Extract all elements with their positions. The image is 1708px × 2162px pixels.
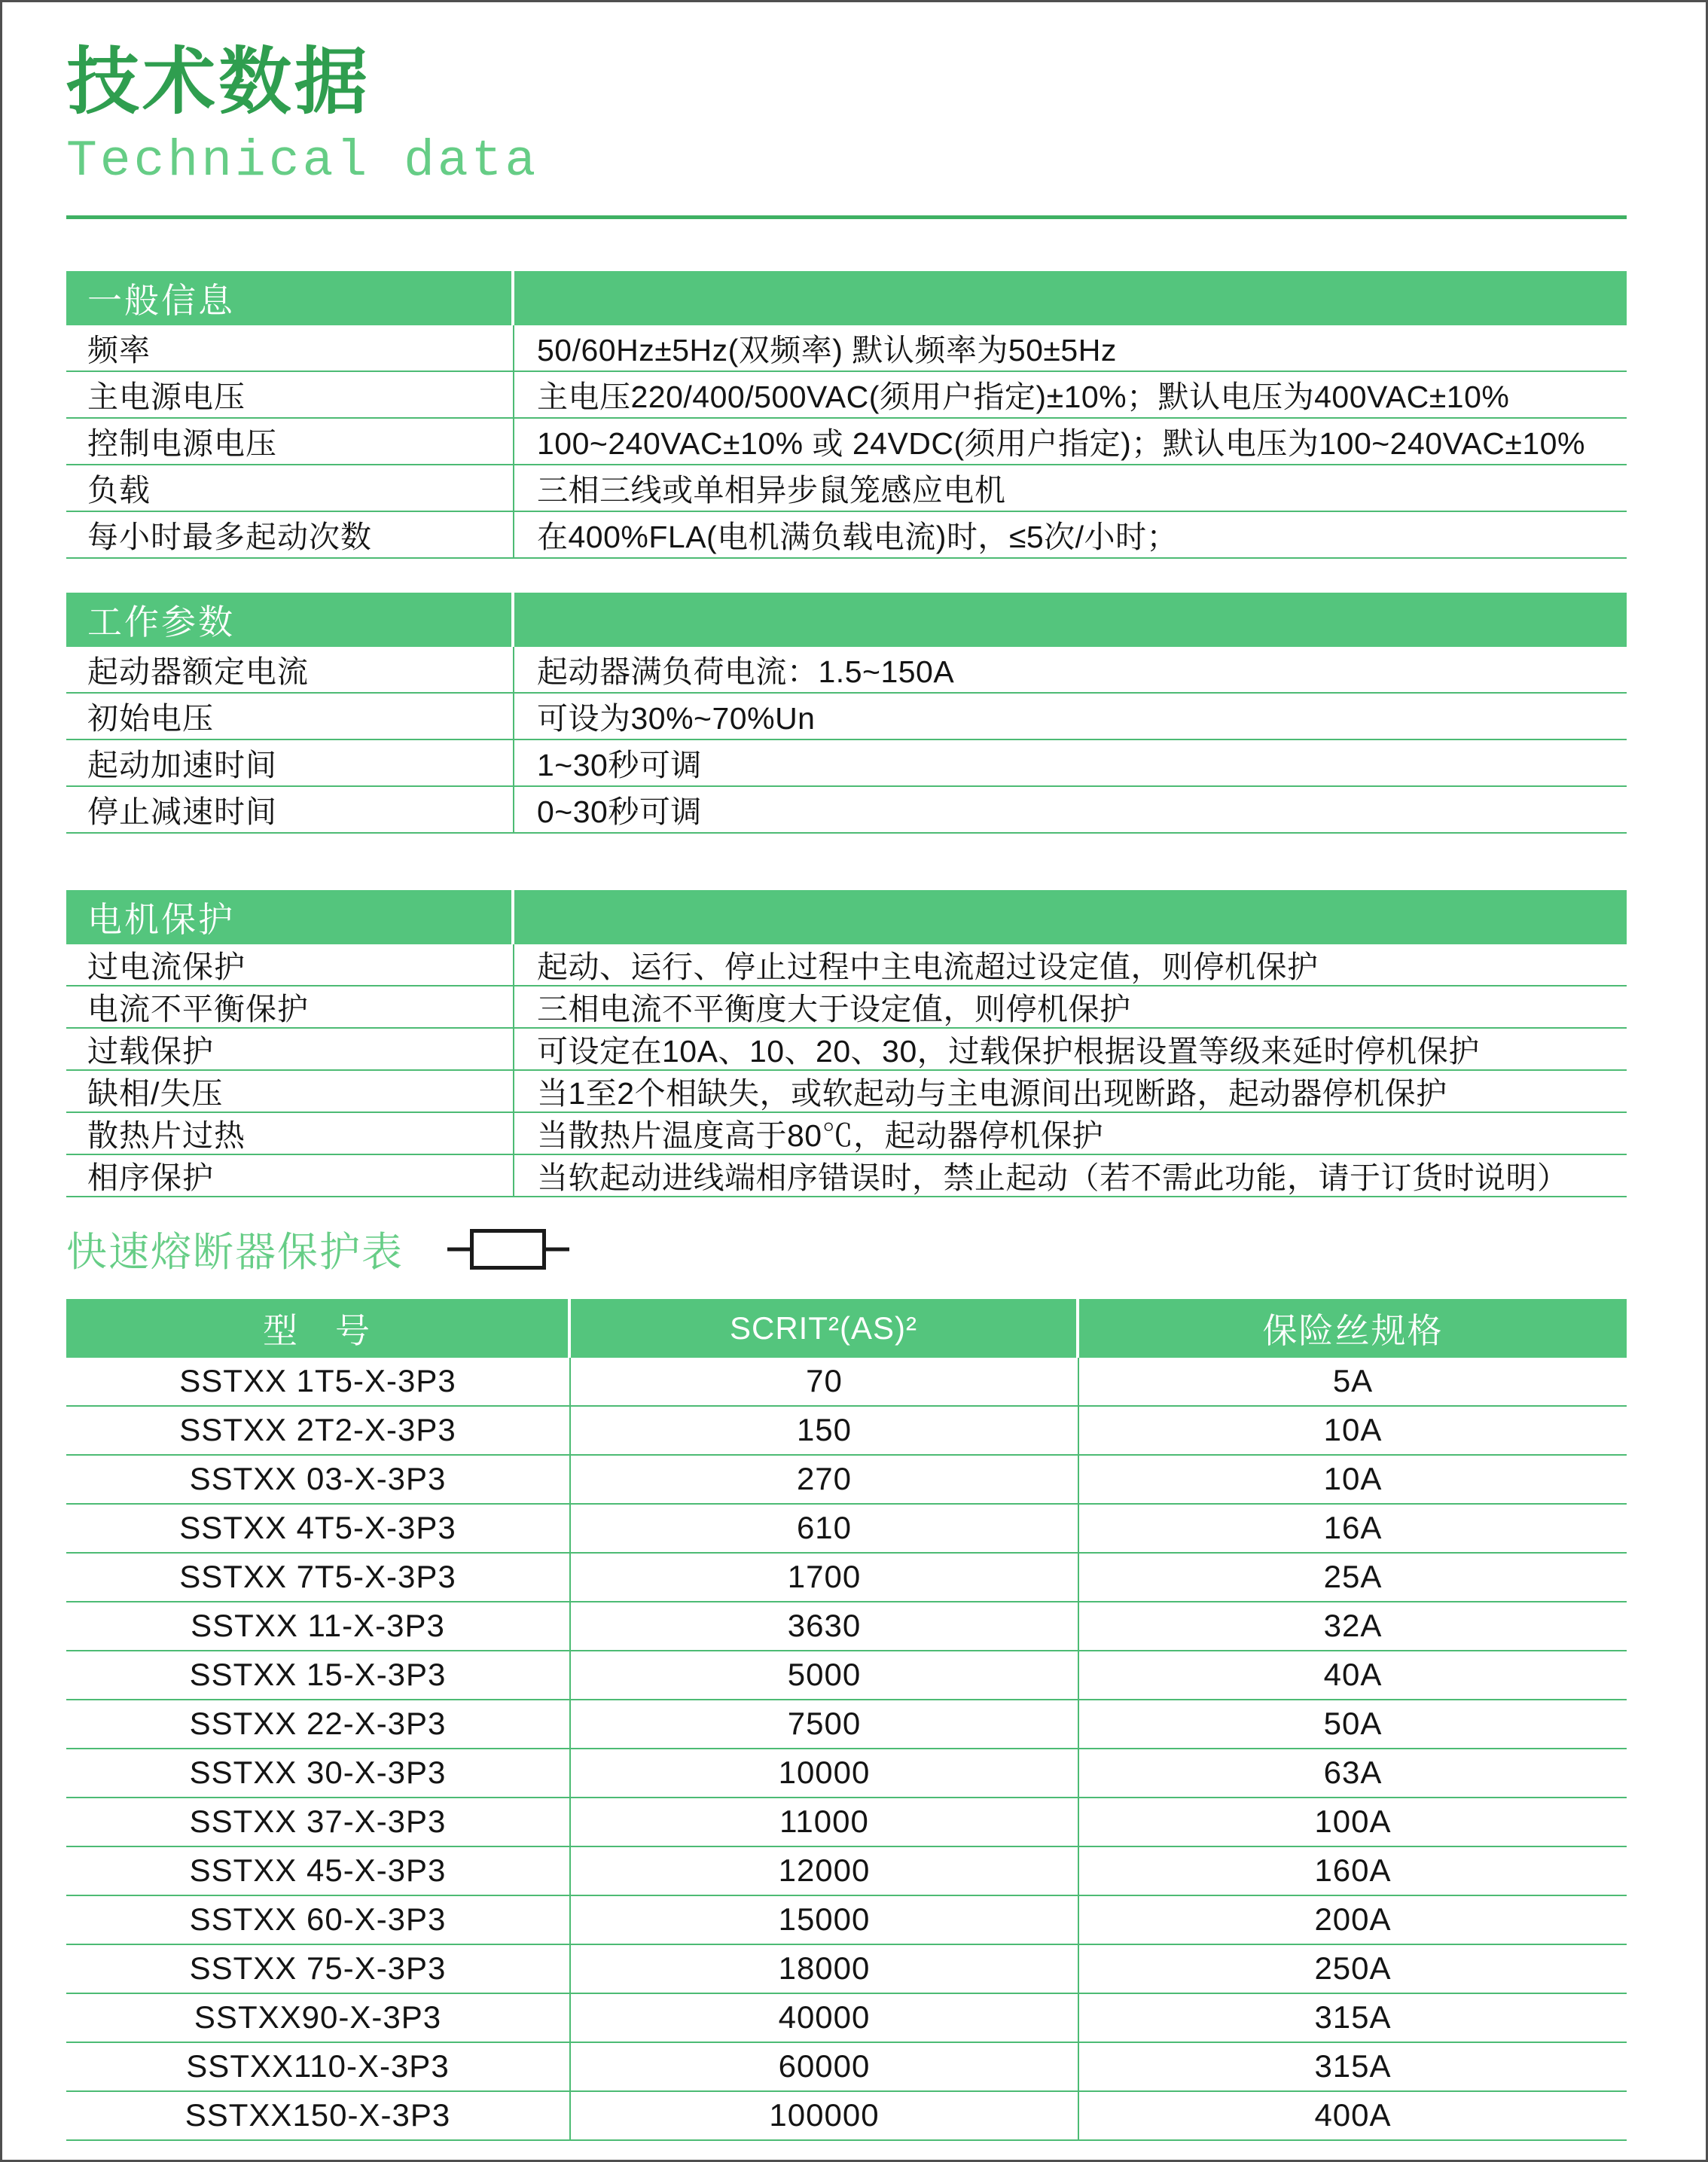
- table-row: [66, 1749, 1627, 1798]
- cell-scrit: 60000: [571, 2043, 1079, 2090]
- table-row: [66, 372, 1627, 419]
- cell-fuse-spec: 200A: [1314, 1901, 1392, 1938]
- column-header-model: 型 号: [66, 1299, 571, 1358]
- cell-scrit: 18000: [571, 1945, 1079, 1993]
- row-value: 三相三线或单相异步鼠笼感应电机: [537, 473, 1006, 508]
- table-row: [66, 1651, 1627, 1700]
- info-table-rows: [66, 325, 1627, 559]
- table-row: [66, 1700, 1627, 1749]
- row-label: 散热片过热: [66, 1113, 514, 1154]
- cell-fuse-spec: 10A: [1323, 1412, 1383, 1448]
- cell-model: SSTXX 7T5-X-3P3: [66, 1554, 571, 1601]
- row-label: 过载保护: [66, 1029, 514, 1069]
- cell-fuse-spec: 250A: [1314, 1950, 1392, 1987]
- row-label: 初始电压: [66, 694, 514, 739]
- info-table-header-label: 工作参数: [66, 593, 514, 647]
- row-label: 起动器额定电流: [66, 647, 514, 692]
- info-table-header-label: 一般信息: [66, 271, 514, 325]
- table-row: [66, 1602, 1627, 1651]
- table-row: [66, 465, 1627, 512]
- cell-model: SSTXX90-X-3P3: [66, 1994, 571, 2042]
- row-label: 过电流保护: [66, 944, 514, 985]
- table-row: [66, 2092, 1627, 2141]
- table-row: [66, 1358, 1627, 1407]
- cell-scrit: 40000: [571, 1994, 1079, 2042]
- row-label: 停止减速时间: [66, 787, 514, 832]
- cell-model: SSTXX 4T5-X-3P3: [66, 1505, 571, 1552]
- cell-scrit: 12000: [571, 1847, 1079, 1895]
- cell-fuse-spec: 400A: [1314, 2097, 1392, 2133]
- table-row: [66, 787, 1627, 834]
- cell-fuse-spec: 63A: [1323, 1755, 1383, 1791]
- table-row: [66, 1155, 1627, 1197]
- row-value: 起动器满负荷电流：1.5~150A: [537, 654, 955, 690]
- cell-model: SSTXX150-X-3P3: [66, 2092, 571, 2139]
- table-row: [66, 512, 1627, 559]
- table-row: [66, 740, 1627, 787]
- cell-scrit: 100000: [571, 2092, 1079, 2139]
- cell-model: SSTXX 37-X-3P3: [66, 1798, 571, 1846]
- cell-fuse-spec: 5A: [1332, 1363, 1374, 1399]
- table-row: [66, 1798, 1627, 1847]
- cell-fuse-spec: 40A: [1323, 1657, 1383, 1693]
- cell-model: SSTXX 75-X-3P3: [66, 1945, 571, 1993]
- row-label: 起动加速时间: [66, 740, 514, 785]
- table-row: [66, 1113, 1627, 1155]
- table-row: [66, 694, 1627, 740]
- cell-model: SSTXX 60-X-3P3: [66, 1896, 571, 1944]
- cell-model: SSTXX 2T2-X-3P3: [66, 1407, 571, 1454]
- table-row: [66, 1071, 1627, 1113]
- table-row: [66, 419, 1627, 465]
- info-table-header-bar: [66, 271, 1627, 325]
- table-row: [66, 1994, 1627, 2043]
- row-label: 主电源电压: [66, 372, 514, 417]
- cell-scrit: 7500: [571, 1700, 1079, 1748]
- cell-model: SSTXX 22-X-3P3: [66, 1700, 571, 1748]
- info-table-header-label: 电机保护: [66, 890, 514, 944]
- table-row: [66, 1945, 1627, 1994]
- table-row: [66, 1847, 1627, 1896]
- fuse-table: [66, 1299, 1627, 2141]
- page-title: 技术数据: [66, 41, 371, 123]
- row-value: 当软起动进线端相序错误时，禁止起动（若不需此功能，请于订货时说明）: [537, 1160, 1569, 1196]
- cell-scrit: 10000: [571, 1749, 1079, 1797]
- table-row: [66, 1554, 1627, 1602]
- cell-fuse-spec: 160A: [1314, 1852, 1392, 1889]
- row-label: 缺相/失压: [66, 1071, 514, 1111]
- table-row: [66, 1407, 1627, 1456]
- cell-scrit: 610: [571, 1505, 1079, 1552]
- cell-fuse-spec: 50A: [1323, 1706, 1383, 1742]
- row-value: 0~30秒可调: [537, 794, 702, 830]
- row-value: 主电压220/400/500VAC(须用户指定)±10%；默认电压为400VAC±10%: [537, 380, 1510, 415]
- row-value: 50/60Hz±5Hz(双频率) 默认频率为50±5Hz: [537, 333, 1117, 368]
- row-value: 在400%FLA(电机满负载电流)时，≤5次/小时；: [537, 520, 1179, 555]
- fuse-table-rows: [66, 1358, 1627, 2141]
- table-row: [66, 2043, 1627, 2092]
- table-row: [66, 1029, 1627, 1071]
- cell-scrit: 1700: [571, 1554, 1079, 1601]
- table-row: [66, 325, 1627, 372]
- row-label: 电流不平衡保护: [66, 986, 514, 1027]
- row-label: 控制电源电压: [66, 419, 514, 464]
- info-table: [66, 890, 1627, 1197]
- row-label: 每小时最多起动次数: [66, 512, 514, 557]
- row-label: 负载: [66, 465, 514, 511]
- cell-scrit: 3630: [571, 1602, 1079, 1650]
- cell-scrit: 5000: [571, 1651, 1079, 1699]
- info-tables: [66, 271, 1627, 1197]
- row-value: 当1至2个相缺失，或软起动与主电源间出现断路，起动器停机保护: [537, 1076, 1447, 1111]
- cell-fuse-spec: 315A: [1314, 2048, 1392, 2084]
- cell-model: SSTXX110-X-3P3: [66, 2043, 571, 2090]
- table-row: [66, 647, 1627, 694]
- cell-scrit: 270: [571, 1456, 1079, 1503]
- cell-model: SSTXX 1T5-X-3P3: [66, 1358, 571, 1405]
- info-table-header-bar: [66, 890, 1627, 944]
- table-row: [66, 1896, 1627, 1945]
- row-value: 当散热片温度高于80℃，起动器停机保护: [537, 1118, 1104, 1154]
- row-value: 可设为30%~70%Un: [537, 701, 816, 736]
- cell-fuse-spec: 32A: [1323, 1608, 1383, 1644]
- row-label: 相序保护: [66, 1155, 514, 1196]
- cell-scrit: 150: [571, 1407, 1079, 1454]
- fuse-icon: [447, 1227, 569, 1271]
- cell-model: SSTXX 45-X-3P3: [66, 1847, 571, 1895]
- cell-fuse-spec: 16A: [1323, 1510, 1383, 1546]
- table-row: [66, 944, 1627, 986]
- fuse-table-header: [66, 1299, 1627, 1358]
- cell-scrit: 11000: [571, 1798, 1079, 1846]
- row-value: 三相电流不平衡度大于设定值，则停机保护: [537, 992, 1131, 1027]
- cell-model: SSTXX 11-X-3P3: [66, 1602, 571, 1650]
- cell-fuse-spec: 315A: [1314, 1999, 1392, 2035]
- info-table-rows: [66, 944, 1627, 1197]
- page-content: [66, 41, 1627, 2141]
- row-value: 1~30秒可调: [537, 748, 702, 783]
- cell-scrit: 15000: [571, 1896, 1079, 1944]
- column-header-scrit: SCRIT²(AS)²: [571, 1299, 1079, 1358]
- cell-fuse-spec: 25A: [1323, 1559, 1383, 1595]
- table-row: [66, 1456, 1627, 1505]
- cell-model: SSTXX 03-X-3P3: [66, 1456, 571, 1503]
- info-table-header-bar: [66, 593, 1627, 647]
- row-value: 100~240VAC±10% 或 24VDC(须用户指定)；默认电压为100~240VAC±10%: [537, 426, 1585, 462]
- column-header-fuse-spec: 保险丝规格: [1262, 1310, 1444, 1350]
- fuse-section-title: 快速熔断器保护表: [66, 1230, 404, 1276]
- info-table-rows: [66, 647, 1627, 834]
- cell-fuse-spec: 100A: [1314, 1804, 1392, 1840]
- table-row: [66, 1505, 1627, 1554]
- fuse-section-header: [66, 1226, 1627, 1276]
- cell-model: SSTXX 15-X-3P3: [66, 1651, 571, 1699]
- row-value: 可设定在10A、10、20、30，过载保护根据设置等级来延时停机保护: [537, 1034, 1480, 1069]
- page-subtitle: Technical data: [66, 132, 539, 191]
- row-value: 起动、运行、停止过程中主电流超过设定值，则停机保护: [537, 950, 1319, 985]
- row-label: 频率: [66, 325, 514, 370]
- title-divider: [66, 215, 1627, 219]
- table-row: [66, 986, 1627, 1029]
- cell-fuse-spec: 10A: [1323, 1461, 1383, 1497]
- cell-model: SSTXX 30-X-3P3: [66, 1749, 571, 1797]
- info-table: [66, 593, 1627, 834]
- info-table: [66, 271, 1627, 559]
- cell-scrit: 70: [571, 1358, 1079, 1405]
